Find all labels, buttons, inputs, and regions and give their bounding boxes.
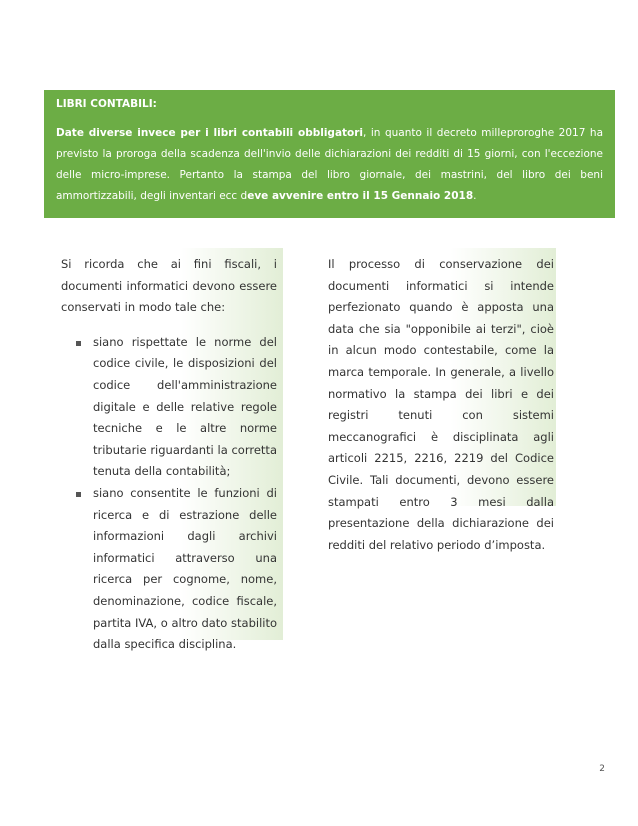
list-item [61,332,277,483]
banner-deadline: eve avvenire entro il 15 Gennaio 2018 [247,190,474,202]
page-number: 2 [599,764,605,774]
banner-title: LIBRI CONTABILI: [56,98,157,110]
banner-text: , in quanto il decreto milleproroghe 2017 ha previsto la proroga della scadenza dell'invio delle dichiarazioni dei redditi di 15 giorni, con l'eccezione delle micro-imprese. Pertanto la stampa del libro giornale, dei mastrini, del libro dei beni ammortizzabili, degli inventari ecc d [56,127,604,202]
left-intro: Si ricorda che ai fini fiscali, i documenti informatici devono essere conservati in modo tale che: [61,257,277,315]
banner-lead: Date diverse invece per i libri contabili obbligatori [56,127,364,139]
left-column-box [56,248,283,652]
banner-paragraph [56,123,603,207]
right-column-box [322,248,556,552]
banner-text-end: . [473,190,477,202]
list-item-text: siano rispettate le norme del codice civile, le disposizioni del codice dell'amministrazione digitale e delle relative regole tecniche e le altre norme tributarie riguardanti la corretta tenuta della contabilità; [93,334,277,479]
list-item-text: siano consentite le funzioni di ricerca e di estrazione delle informazioni dagli archivi informatici attraverso una ricerca per cognome, nome, denominazione, codice fiscale, partita IVA, o altro dato stabilito dalla specifica disciplina. [93,485,277,652]
square-bullet-icon [76,341,81,346]
libri-contabili-banner [44,90,615,218]
square-bullet-icon [76,492,81,497]
right-paragraph: Il processo di conservazione dei documenti informatici si intende perfezionato quando è apposta una data che sia "opponibile ai terzi", cioè in alcun modo contestabile, come la marca temporale. In generale, a livello normativo la stampa dei libri e dei registri tenuti con sistemi meccanografici è disciplinata agli articoli 2215, 2216, 2219 del Codice Civile. Tali documenti, devono essere stampati entro 3 mesi dalla presentazione della dichiarazione dei redditi del relativo periodo d’imposta. [328,257,554,552]
list-item [61,483,277,656]
requirements-list [61,332,277,656]
